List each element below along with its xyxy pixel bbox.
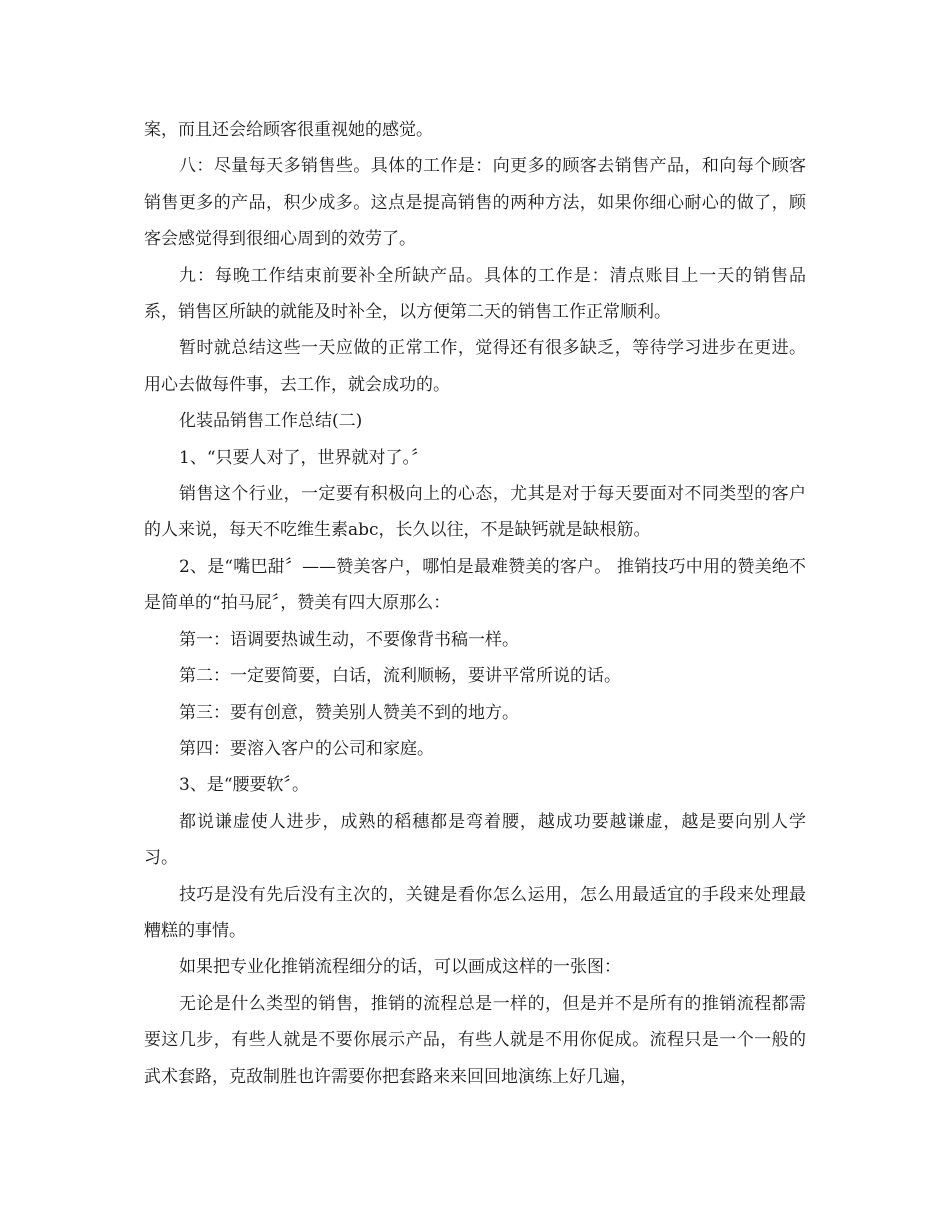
paragraph-summary: 暂时就总结这些一天应做的正常工作，觉得还有很多缺乏，等待学习进步在更进。用心去做每件事，去工作，就会成功的。 xyxy=(144,338,806,395)
paragraph-principle-2: 第二：一定要简要，白话，流利顺畅，要讲平常所说的话。 xyxy=(179,666,621,687)
paragraph-item-nine: 九：每晚工作结束前要补全所缺产品。具体的工作是：清点账目上一天的销售品系，销售区所缺的就能及时补全，以方便第二天的销售工作正常顺利。 xyxy=(144,265,806,323)
paragraph-technique: 技巧是没有先后没有主次的，关键是看你怎么运用，怎么用最适宜的手段来处理最糟糕的事情。 xyxy=(144,884,806,941)
paragraph-humility: 都说谦虚使人进步，成熟的稻穗都是弯着腰，越成功要越谦虚，越是要向别人学习。 xyxy=(144,811,806,869)
paragraph-process-intro: 如果把专业化推销流程细分的话，可以画成这样的一张图： xyxy=(179,957,621,978)
paragraph-principle-3: 第三：要有创意，赞美别人赞美不到的地方。 xyxy=(179,702,519,723)
paragraph-principle-4: 第四：要溶入客户的公司和家庭。 xyxy=(179,738,434,759)
paragraph-continuation: 案，而且还会给顾客很重视她的感觉。 xyxy=(144,120,433,140)
section-heading: 化装品销售工作总结(二) xyxy=(179,411,363,432)
paragraph-sales-attitude: 销售这个行业，一定要有积极向上的心态，尤其是对于每天要面对不同类型的客户的人来说，每天不吃维生素abc，长久以往，不是缺钙就是缺根筋。 xyxy=(144,484,806,541)
paragraph-process: 无论是什么类型的销售，推销的流程总是一样的，但是并不是所有的推销流程都需要这几步，有些人就是不要你展示产品，有些人就是不用你促成。流程只是一个一般的武术套路，克敌制胜也许需要你把套路来来回回地演练上好几遍， xyxy=(144,993,806,1087)
document-body xyxy=(144,112,806,1095)
paragraph-point-2: 2、是“嘴巴甜〞——赞美客户，哪怕是最难赞美的客户。 推销技巧中用的赞美绝不是简单的“拍马屁〞，赞美有四大原那么： xyxy=(144,556,806,614)
paragraph-point-3: 3、是“腰要软〞。 xyxy=(179,775,310,796)
paragraph-principle-1: 第一：语调要热诚生动，不要像背书稿一样。 xyxy=(179,629,519,650)
paragraph-point-1: 1、“只要人对了，世界就对了。〞 xyxy=(179,447,429,468)
paragraph-item-eight: 八：尽量每天多销售些。具体的工作是：向更多的顾客去销售产品，和向每个顾客销售更多的产品，积少成多。这点是提高销售的两种方法，如果你细心耐心的做了，顾客会感觉得到很细心周到的效劳了。 xyxy=(144,156,806,250)
